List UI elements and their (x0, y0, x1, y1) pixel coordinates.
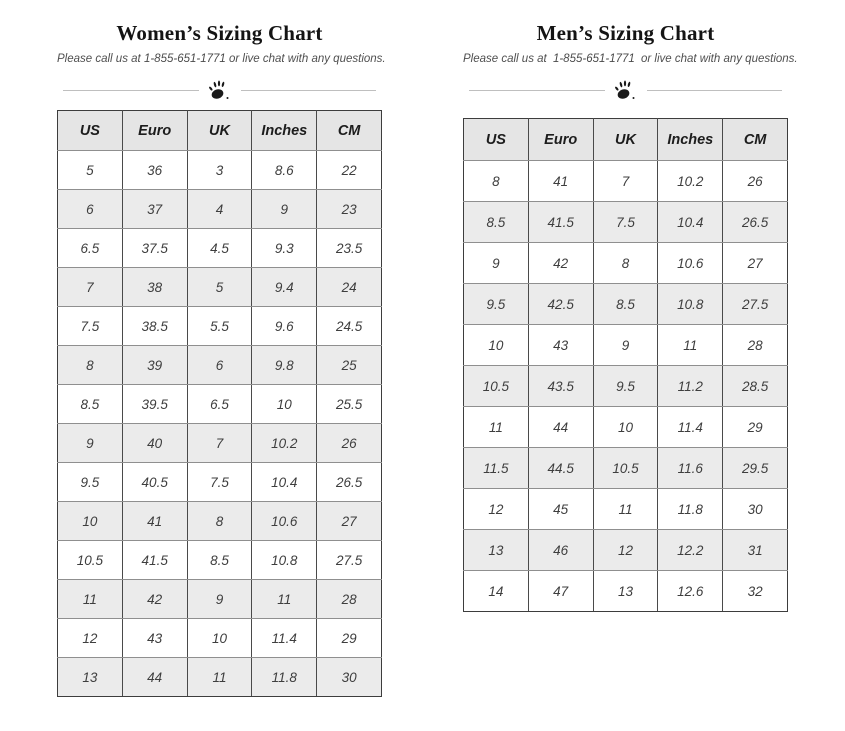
size-cell: 26.5 (723, 202, 788, 243)
size-cell: 6.5 (187, 385, 252, 424)
size-cell: 40 (122, 424, 187, 463)
bearpaw-paw-icon (613, 79, 639, 101)
table-row (464, 448, 788, 489)
table-row (58, 307, 382, 346)
size-cell: 38 (122, 268, 187, 307)
size-cell: 5.5 (187, 307, 252, 346)
page-title: Women’s Sizing Chart (116, 21, 323, 45)
size-cell: 44 (122, 658, 187, 697)
size-cell: 44 (528, 407, 593, 448)
table-row (58, 229, 382, 268)
size-cell: 4 (187, 190, 252, 229)
size-cell: 41 (122, 502, 187, 541)
size-cell: 10.6 (658, 243, 723, 284)
size-cell: 9.5 (464, 284, 529, 325)
divider (57, 79, 382, 101)
column-header: Euro (528, 119, 593, 161)
size-cell: 11 (464, 407, 529, 448)
chart-subtitle (463, 52, 798, 67)
size-cell: 9.5 (593, 366, 658, 407)
table-row (58, 580, 382, 619)
column-header: CM (317, 111, 382, 151)
size-cell: 8 (58, 346, 123, 385)
size-cell: 11 (593, 489, 658, 530)
size-cell: 26 (317, 424, 382, 463)
table-row (58, 268, 382, 307)
size-cell: 9 (187, 580, 252, 619)
table-row (464, 284, 788, 325)
size-cell: 10 (252, 385, 317, 424)
size-cell: 42.5 (528, 284, 593, 325)
size-cell: 25 (317, 346, 382, 385)
size-cell: 29.5 (723, 448, 788, 489)
table-row (464, 243, 788, 284)
size-cell: 25.5 (317, 385, 382, 424)
column-header: US (58, 111, 123, 151)
size-cell: 41.5 (528, 202, 593, 243)
womens-sizing-chart-section (57, 20, 386, 697)
size-cell: 9 (593, 325, 658, 366)
column-header: UK (187, 111, 252, 151)
size-cell: 46 (528, 530, 593, 571)
size-cell: 30 (723, 489, 788, 530)
mens-sizing-chart-section (463, 20, 798, 612)
size-cell: 24.5 (317, 307, 382, 346)
size-cell: 23.5 (317, 229, 382, 268)
subtitle-text: Please call us at (463, 53, 547, 65)
size-cell: 47 (528, 571, 593, 612)
table-row (58, 424, 382, 463)
size-cell: 12 (593, 530, 658, 571)
subtitle-text: Please call us at (57, 53, 141, 65)
size-cell: 24 (317, 268, 382, 307)
phone-link[interactable]: 1-855-651-1771 (552, 53, 635, 65)
size-cell: 27 (723, 243, 788, 284)
size-cell: 10.6 (252, 502, 317, 541)
divider-line (63, 90, 199, 91)
divider (463, 79, 788, 101)
table-row (464, 366, 788, 407)
size-cell: 9.3 (252, 229, 317, 268)
size-cell: 37.5 (122, 229, 187, 268)
size-cell: 10.5 (58, 541, 123, 580)
size-cell: 28 (723, 325, 788, 366)
size-cell: 9 (252, 190, 317, 229)
size-cell: 26 (723, 161, 788, 202)
size-cell: 26.5 (317, 463, 382, 502)
size-cell: 30 (317, 658, 382, 697)
size-cell: 11.4 (252, 619, 317, 658)
size-cell: 12 (58, 619, 123, 658)
size-cell: 43.5 (528, 366, 593, 407)
size-cell: 11.8 (252, 658, 317, 697)
size-cell: 8.6 (252, 151, 317, 190)
size-cell: 7.5 (58, 307, 123, 346)
size-cell: 7 (187, 424, 252, 463)
table-row (464, 202, 788, 243)
subtitle-text: or live chat with any questions. (641, 53, 798, 65)
size-cell: 10.2 (658, 161, 723, 202)
table-row (58, 190, 382, 229)
size-cell: 27 (317, 502, 382, 541)
size-cell: 36 (122, 151, 187, 190)
size-cell: 42 (122, 580, 187, 619)
size-cell: 10.5 (464, 366, 529, 407)
size-cell: 8.5 (187, 541, 252, 580)
size-cell: 3 (187, 151, 252, 190)
table-row (58, 151, 382, 190)
column-header: CM (723, 119, 788, 161)
size-cell: 7 (593, 161, 658, 202)
table-row (58, 385, 382, 424)
page-title: Men’s Sizing Chart (536, 21, 715, 45)
size-cell: 11 (658, 325, 723, 366)
size-cell: 9.8 (252, 346, 317, 385)
table-row (58, 541, 382, 580)
size-cell: 41 (528, 161, 593, 202)
size-cell: 8 (464, 161, 529, 202)
subtitle-text: or live chat with any questions. (229, 53, 386, 65)
header-row (58, 111, 382, 151)
size-cell: 22 (317, 151, 382, 190)
table-row (464, 161, 788, 202)
size-cell: 10.8 (252, 541, 317, 580)
size-cell: 31 (723, 530, 788, 571)
column-header: Inches (658, 119, 723, 161)
column-header: UK (593, 119, 658, 161)
size-cell: 37 (122, 190, 187, 229)
size-cell: 39.5 (122, 385, 187, 424)
size-cell: 9.6 (252, 307, 317, 346)
size-cell: 32 (723, 571, 788, 612)
size-cell: 10 (187, 619, 252, 658)
size-cell: 11.8 (658, 489, 723, 530)
size-cell: 27.5 (723, 284, 788, 325)
size-cell: 11.2 (658, 366, 723, 407)
size-cell: 28.5 (723, 366, 788, 407)
mens-sizing-table (463, 118, 788, 612)
size-cell: 23 (317, 190, 382, 229)
bearpaw-paw-icon (207, 79, 233, 101)
size-cell: 27.5 (317, 541, 382, 580)
divider-line (469, 90, 605, 91)
table-row (58, 658, 382, 697)
table-row (58, 619, 382, 658)
table-row (464, 489, 788, 530)
size-cell: 10.2 (252, 424, 317, 463)
header-row (464, 119, 788, 161)
size-cell: 10.5 (593, 448, 658, 489)
size-cell: 10 (58, 502, 123, 541)
size-cell: 6 (187, 346, 252, 385)
size-cell: 8 (593, 243, 658, 284)
column-header: Inches (252, 111, 317, 151)
size-cell: 7.5 (187, 463, 252, 502)
table-row (464, 325, 788, 366)
size-cell: 7 (58, 268, 123, 307)
size-cell: 9.5 (58, 463, 123, 502)
size-cell: 10 (593, 407, 658, 448)
size-cell: 11 (252, 580, 317, 619)
size-cell: 43 (122, 619, 187, 658)
divider-line (241, 90, 377, 91)
size-cell: 6 (58, 190, 123, 229)
size-cell: 11.5 (464, 448, 529, 489)
size-cell: 5 (58, 151, 123, 190)
womens-sizing-table (57, 110, 382, 697)
size-cell: 9.4 (252, 268, 317, 307)
size-cell: 29 (317, 619, 382, 658)
size-cell: 8 (187, 502, 252, 541)
size-cell: 11.4 (658, 407, 723, 448)
size-cell: 44.5 (528, 448, 593, 489)
table-row (464, 530, 788, 571)
size-cell: 7.5 (593, 202, 658, 243)
column-header: US (464, 119, 529, 161)
size-cell: 10.4 (658, 202, 723, 243)
size-cell: 11 (187, 658, 252, 697)
size-cell: 8.5 (464, 202, 529, 243)
divider-line (647, 90, 783, 91)
size-cell: 13 (58, 658, 123, 697)
size-cell: 28 (317, 580, 382, 619)
size-cell: 5 (187, 268, 252, 307)
size-cell: 10 (464, 325, 529, 366)
size-cell: 11.6 (658, 448, 723, 489)
size-cell: 41.5 (122, 541, 187, 580)
phone-link[interactable]: 1-855-651-1771 (143, 53, 226, 65)
size-cell: 38.5 (122, 307, 187, 346)
size-cell: 4.5 (187, 229, 252, 268)
size-cell: 42 (528, 243, 593, 284)
size-cell: 13 (464, 530, 529, 571)
table-row (58, 463, 382, 502)
table-row (58, 502, 382, 541)
table-row (464, 407, 788, 448)
size-cell: 12.6 (658, 571, 723, 612)
size-cell: 8.5 (58, 385, 123, 424)
size-cell: 14 (464, 571, 529, 612)
size-cell: 9 (464, 243, 529, 284)
chart-subtitle (57, 52, 386, 67)
column-header: Euro (122, 111, 187, 151)
size-cell: 39 (122, 346, 187, 385)
size-cell: 10.8 (658, 284, 723, 325)
size-cell: 8.5 (593, 284, 658, 325)
size-cell: 43 (528, 325, 593, 366)
size-cell: 45 (528, 489, 593, 530)
size-cell: 12 (464, 489, 529, 530)
size-cell: 9 (58, 424, 123, 463)
size-cell: 12.2 (658, 530, 723, 571)
size-cell: 40.5 (122, 463, 187, 502)
size-cell: 6.5 (58, 229, 123, 268)
size-cell: 11 (58, 580, 123, 619)
size-cell: 13 (593, 571, 658, 612)
table-row (464, 571, 788, 612)
size-cell: 10.4 (252, 463, 317, 502)
table-row (58, 346, 382, 385)
size-cell: 29 (723, 407, 788, 448)
